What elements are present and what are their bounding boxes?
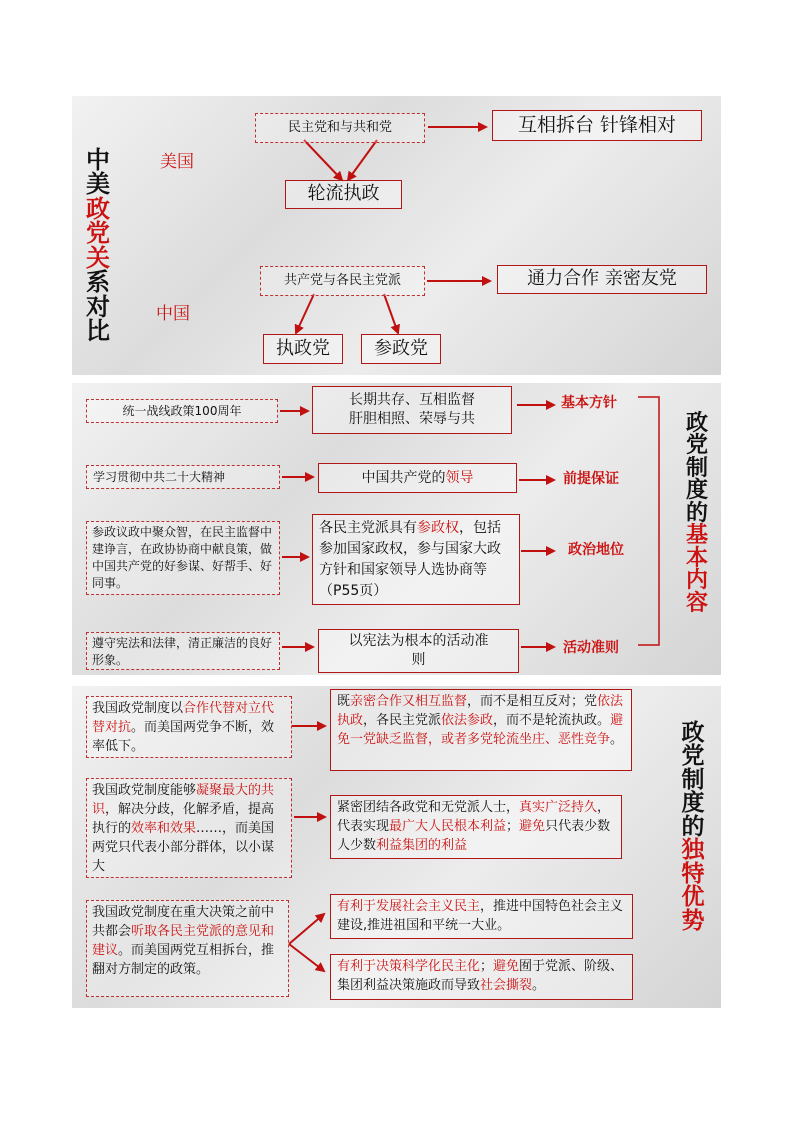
panel-basic-content [72,383,721,675]
right-red: 亲密合作又相互监督 [350,694,468,709]
label-prerequisite: 前提保证 [563,471,619,487]
right-red: 最广大人民根本利益 [389,819,507,834]
right-text: ，各民主党派 [363,713,442,728]
row-right-box [330,795,622,859]
row-left-text: 遵守宪法和法律，清正廉洁的良好形象。 [86,632,280,670]
title-char: 政 [681,720,705,746]
right-text: ； [480,959,494,974]
right-text: 囿于党派、阶级、集团利益决策施政而导致 [337,959,624,993]
row-left-text [86,778,292,878]
title-char: 特 [681,860,705,887]
right-red: 社会撕裂 [480,978,533,993]
left-red: 听取各民主党派的意见和建议 [92,924,275,958]
title-char: 制 [681,766,705,793]
right-text: ，而不是相互反对；党 [467,694,598,709]
title-char: 比 [86,317,110,346]
title-char: 系 [86,268,110,297]
left-text: 我国政党制度在重大决策之前中共都会 [92,905,275,939]
right-red: 避免 [493,959,520,974]
middle-line: 则 [411,652,426,668]
row-right-box [330,954,633,1000]
right-red: 依法执政 [337,694,624,728]
row-left-text: 学习贯彻中共二十大精神 [86,465,280,489]
right-text: 紧密团结各政党和无党派人士， [337,800,520,815]
panel-unique-advantages [72,686,721,1008]
title-char: 美 [86,170,110,199]
left-text: 我国政党制度以 [92,701,184,716]
title-char: 党 [685,433,708,459]
middle-text: 各民主党派具有 [319,520,417,536]
row-middle-box [312,386,512,434]
right-red: 真实广泛持久 [519,800,598,815]
right-red: 利益集团的利益 [376,838,468,853]
title-char: 独 [681,837,705,864]
title-char: 政 [685,411,708,436]
right-red: 有利于决策科学化民主化 [337,959,481,974]
label-political-status: 政治地位 [568,542,624,558]
right-text: ，代表实现 [337,800,611,834]
title-char: 中 [86,146,110,174]
us-parties-box: 民主党和与共和党 [255,113,425,143]
us-label: 美国 [160,152,194,172]
left-text: 我国政党制度能够 [92,783,197,798]
middle-line: 长期共存、互相监督 [349,392,475,408]
section3-title [671,722,715,933]
title-char: 内 [685,568,708,594]
title-char: 制 [685,455,708,481]
middle-red: 参政权 [417,520,459,536]
right-text: 既 [337,694,351,709]
row-left-text [86,696,292,758]
right-red: 避免 [519,819,546,834]
title-char: 度 [685,478,708,504]
section1-title [78,148,118,344]
panel-comparison [72,96,721,375]
left-red: 效率和效果 [131,821,197,836]
title-char: 的 [685,500,708,526]
row-middle-box [318,629,519,673]
row-left-text [86,900,289,997]
cn-relation-box: 通力合作 亲密友党 [497,265,707,294]
right-text: 。 [532,978,546,993]
left-text: ……，而美国两党只代表小部分群体，以小谋大 [92,821,275,874]
right-text: ，而不是轮流执政。 [493,713,611,728]
cn-ruling-box: 执政党 [263,334,343,364]
cn-participating-box: 参政党 [361,334,441,364]
cn-label: 中国 [156,304,190,324]
title-char: 容 [685,590,708,616]
title-char: 党 [681,743,705,770]
title-char: 势 [681,907,705,934]
left-red: 凝聚最大的共识 [92,783,275,817]
title-char: 关 [86,243,110,272]
left-text: 。而美国两党争不断，效率低下。 [92,720,275,754]
title-char: 对 [86,292,110,321]
row-right-box [330,689,632,771]
middle-text: ，包括参加国家政权，参与国家大政方针和国家领导人选协商等（P55页） [319,520,501,599]
title-char: 本 [685,545,708,571]
left-text: ，解决分歧，化解矛盾，提高执行的 [92,802,275,836]
row-middle-box [312,514,520,605]
us-relation-box: 互相拆台 针锋相对 [492,110,702,141]
right-red: 依法参政 [441,713,494,728]
row-middle-box [318,463,517,493]
middle-text: 中国共产党的 [361,470,446,486]
row-left-text: 参政议政中聚众智，在民主监督中建诤言，在政协协商中献良策，做中国共产党的好参谋、好帮手、好同事。 [86,521,280,595]
title-char: 基 [685,523,708,549]
left-text: 。而美国两党互相拆台，推翻对方制定的政策。 [92,943,275,977]
middle-line: 肝胆相照、荣辱与共 [349,411,475,427]
right-text: ，推进中国特色社会主义建设,推进祖国和平统一大业。 [337,899,624,933]
cn-parties-box: 共产党与各民主党派 [260,266,425,296]
label-activity-rule: 活动准则 [563,640,619,656]
right-red: 避免一党缺乏监督，或者多党轮流坐庄、恶性竞争 [337,713,624,747]
row-left-text: 统一战线政策100周年 [86,399,278,423]
title-char: 度 [681,790,705,817]
row-right-box [330,894,633,939]
right-text: 只代表少数人少数 [337,819,611,853]
title-char: 优 [681,884,705,911]
title-char: 的 [681,813,705,840]
middle-line: 以宪法为根本的活动准 [348,633,489,649]
middle-red: 领导 [445,470,474,486]
right-text: 。 [610,732,624,747]
right-text: ； [506,819,520,834]
section2-title [677,413,717,615]
title-char: 党 [86,219,110,248]
title-char: 政 [86,194,110,223]
label-basic-policy: 基本方针 [561,395,617,411]
us-rule-box: 轮流执政 [285,180,402,209]
right-red: 有利于发展社会主义民主 [337,899,481,914]
left-red: 合作代替对立代替对抗 [92,701,275,735]
